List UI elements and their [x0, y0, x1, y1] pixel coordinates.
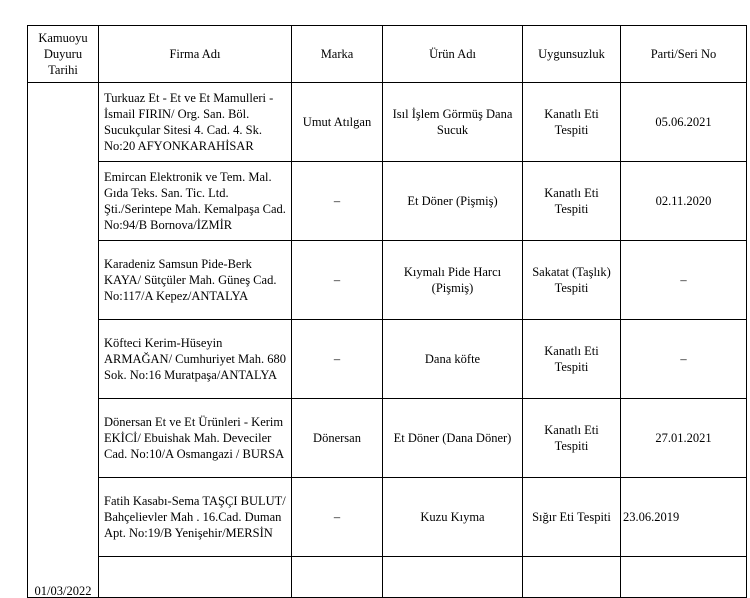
table-row [28, 162, 747, 241]
announcement-date: 01/03/2022 [34, 584, 92, 597]
header-row [28, 26, 747, 83]
batch-cell [621, 557, 747, 598]
firm-cell [99, 557, 292, 598]
header-nonconformity: Uygunsuzluk [523, 26, 621, 83]
product-cell [383, 557, 523, 598]
firm-cell: Turkuaz Et - Et ve Et Mamulleri - İsmail FIRIN/ Org. San. Böl. Sucukçular Sitesi 4. Cad. 4. Sk. No:20 AFYONKARAHİSAR [99, 83, 292, 162]
firm-cell: Emircan Elektronik ve Tem. Mal. Gıda Teks. San. Tic. Ltd. Şti./Serintepe Mah. Kemalpaşa Cad. No:94/B Bornova/İZMİR [99, 162, 292, 241]
brand-cell: – [292, 320, 383, 399]
batch-cell: – [621, 241, 747, 320]
product-cell: Et Döner (Dana Döner) [383, 399, 523, 478]
nonconformity-cell: Sığır Eti Tespiti [523, 478, 621, 557]
product-cell: Kuzu Kıyma [383, 478, 523, 557]
table-row [28, 478, 747, 557]
table-row [28, 83, 747, 162]
brand-cell: – [292, 478, 383, 557]
firm-cell: Fatih Kasabı-Sema TAŞÇI BULUT/ Bahçelievler Mah . 16.Cad. Duman Apt. No:19/B Yenişehir/MERSİN [99, 478, 292, 557]
firm-cell: Köfteci Kerim-Hüseyin ARMAĞAN/ Cumhuriyet Mah. 680 Sok. No:16 Muratpaşa/ANTALYA [99, 320, 292, 399]
product-cell: Isıl İşlem Görmüş Dana Sucuk [383, 83, 523, 162]
header-batch-number: Parti/Seri No [621, 26, 747, 83]
batch-cell: 05.06.2021 [621, 83, 747, 162]
batch-cell: – [621, 320, 747, 399]
nonconformity-cell: Kanatlı Eti Tespiti [523, 162, 621, 241]
product-cell: Dana köfte [383, 320, 523, 399]
nonconformity-cell [523, 557, 621, 598]
table-row [28, 320, 747, 399]
brand-cell: Dönersan [292, 399, 383, 478]
product-cell: Kıymalı Pide Harcı (Pişmiş) [383, 241, 523, 320]
batch-cell: 02.11.2020 [621, 162, 747, 241]
nonconformity-cell: Kanatlı Eti Tespiti [523, 320, 621, 399]
brand-cell: Umut Atılgan [292, 83, 383, 162]
brand-cell [292, 557, 383, 598]
batch-cell: 23.06.2019 [621, 478, 747, 557]
announcement-date-cell [28, 83, 99, 598]
header-announcement-date: Kamuoyu Duyuru Tarihi [28, 26, 99, 83]
batch-cell: 27.01.2021 [621, 399, 747, 478]
nonconformity-cell: Kanatlı Eti Tespiti [523, 399, 621, 478]
brand-cell: – [292, 241, 383, 320]
firm-cell: Dönersan Et ve Et Ürünleri - Kerim EKİCİ/ Ebuishak Mah. Deveciler Cad. No:10/A Osmangazi / BURSA [99, 399, 292, 478]
header-firm-name: Firma Adı [99, 26, 292, 83]
table-row-partial [28, 557, 747, 598]
table-row [28, 399, 747, 478]
nonconformity-cell: Kanatlı Eti Tespiti [523, 83, 621, 162]
header-product-name: Ürün Adı [383, 26, 523, 83]
table-row [28, 241, 747, 320]
firm-cell: Karadeniz Samsun Pide-Berk KAYA/ Sütçüler Mah. Güneş Cad. No:117/A Kepez/ANTALYA [99, 241, 292, 320]
nonconformity-cell: Sakatat (Taşlık) Tespiti [523, 241, 621, 320]
recall-table [27, 25, 747, 598]
brand-cell: – [292, 162, 383, 241]
product-cell: Et Döner (Pişmiş) [383, 162, 523, 241]
header-brand: Marka [292, 26, 383, 83]
